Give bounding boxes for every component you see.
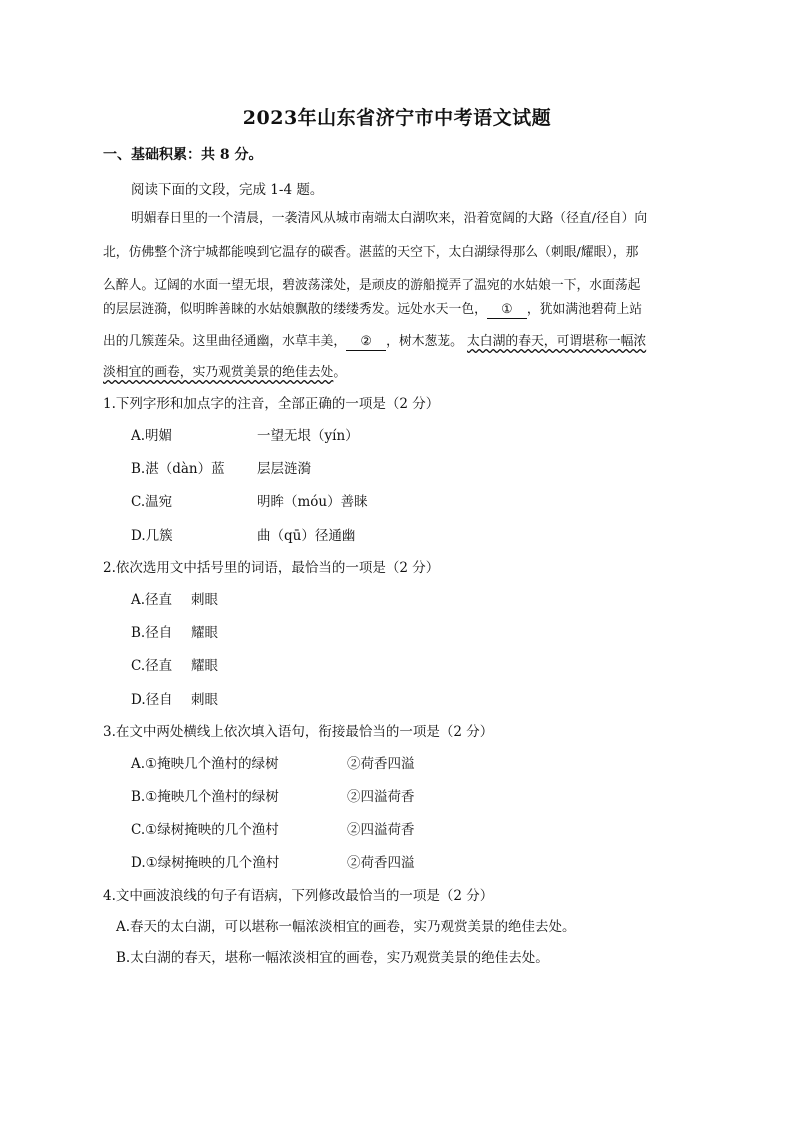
passage-text: ，树木葱茏。 xyxy=(386,334,463,349)
q3-option-a-detail: ②荷香四溢 xyxy=(347,756,415,772)
q1-option-d: D.几簇 xyxy=(131,528,173,544)
passage-line-6 xyxy=(103,363,693,383)
q1-option-c-detail: 明眸（móu）善睐 xyxy=(257,494,368,510)
passage-text: ，犹如满池碧荷上站 xyxy=(526,302,643,317)
q3-option-d-detail: ②荷香四溢 xyxy=(347,855,415,871)
passage-text: 出的几簇莲朵。这里曲径通幽，水草丰美， xyxy=(103,334,347,349)
passage-line-2: 北，仿佛整个济宁城都能嗅到它温存的碳香。湛蓝的天空下，太白湖绿得那么（刺眼/耀眼），那 xyxy=(103,245,639,260)
wavy-sentence: 淡相宜的画卷，实乃观赏美景的绝佳去处 xyxy=(103,365,334,380)
q2-option-c: C.径直 xyxy=(131,658,173,674)
q3-option-b: B.①掩映几个渔村的绿树 xyxy=(131,789,279,805)
q3-option-c-detail: ②四溢荷香 xyxy=(347,822,415,838)
q4-option-a: A.春天的太白湖，可以堪称一幅浓淡相宜的画卷，实乃观赏美景的绝佳去处。 xyxy=(116,919,576,935)
wavy-sentence: 太白湖的春天，可谓堪称一幅浓 xyxy=(467,334,647,349)
question-1-stem: 1.下列字形和加点字的注音，全部正确的一项是（2 分） xyxy=(103,396,440,412)
q2-option-d: D.径自 xyxy=(131,692,173,708)
q1-option-b: B.湛（dàn）蓝 xyxy=(131,461,225,477)
q2-option-c-detail: 耀眼 xyxy=(191,658,218,674)
blank-2: ② xyxy=(346,334,386,351)
passage-line-4 xyxy=(103,300,693,320)
section-heading: 一、基础积累：共 8 分。 xyxy=(103,147,263,163)
passage-line-5 xyxy=(103,332,693,352)
q2-option-b: B.径自 xyxy=(131,625,173,641)
page-title: 2023年山东省济宁市中考语文试题 xyxy=(242,107,552,129)
q3-option-b-detail: ②四溢荷香 xyxy=(347,789,415,805)
q2-option-d-detail: 刺眼 xyxy=(191,692,218,708)
passage-text: 的层层涟漪，似明眸善睐的水姑娘飘散的缕缕秀发。远处水天一色， xyxy=(103,302,487,317)
q3-option-c: C.①绿树掩映的几个渔村 xyxy=(131,822,279,838)
passage-line-3: 么醉人。辽阔的水面一望无垠，碧波荡漾处，是顽皮的游船搅弄了温宛的水姑娘一下，水面荡起 xyxy=(103,278,641,293)
q1-option-c: C.温宛 xyxy=(131,494,173,510)
q1-option-a: A.明媚 xyxy=(131,428,173,444)
q1-option-a-detail: 一望无垠（yín） xyxy=(257,428,359,444)
q2-option-a: A.径直 xyxy=(131,592,173,608)
q2-option-a-detail: 刺眼 xyxy=(191,592,218,608)
question-4-stem: 4.文中画波浪线的句子有语病，下列修改最恰当的一项是（2 分） xyxy=(103,888,494,904)
q1-option-b-detail: 层层涟漪 xyxy=(257,461,311,477)
q3-option-a: A.①掩映几个渔村的绿树 xyxy=(131,756,279,772)
blank-1: ① xyxy=(487,302,527,319)
question-2-stem: 2.依次选用文中括号里的词语，最恰当的一项是（2 分） xyxy=(103,560,440,576)
passage-text: 。 xyxy=(333,365,347,380)
instruction-text: 阅读下面的文段，完成 1-4 题。 xyxy=(131,182,324,198)
question-3-stem: 3.在文中两处横线上依次填入语句，衔接最恰当的一项是（2 分） xyxy=(103,724,494,740)
passage-line-1: 明媚春日里的一个清晨，一袭清风从城市南端太白湖吹来，沿着宽阔的大路（径直/径自）向 xyxy=(131,211,648,226)
q4-option-b: B.太白湖的春天，堪称一幅浓淡相宜的画卷，实乃观赏美景的绝佳去处。 xyxy=(116,950,549,966)
q2-option-b-detail: 耀眼 xyxy=(191,625,218,641)
q1-option-d-detail: 曲（qū）径通幽 xyxy=(257,528,356,544)
q3-option-d: D.①绿树掩映的几个渔村 xyxy=(131,855,280,871)
